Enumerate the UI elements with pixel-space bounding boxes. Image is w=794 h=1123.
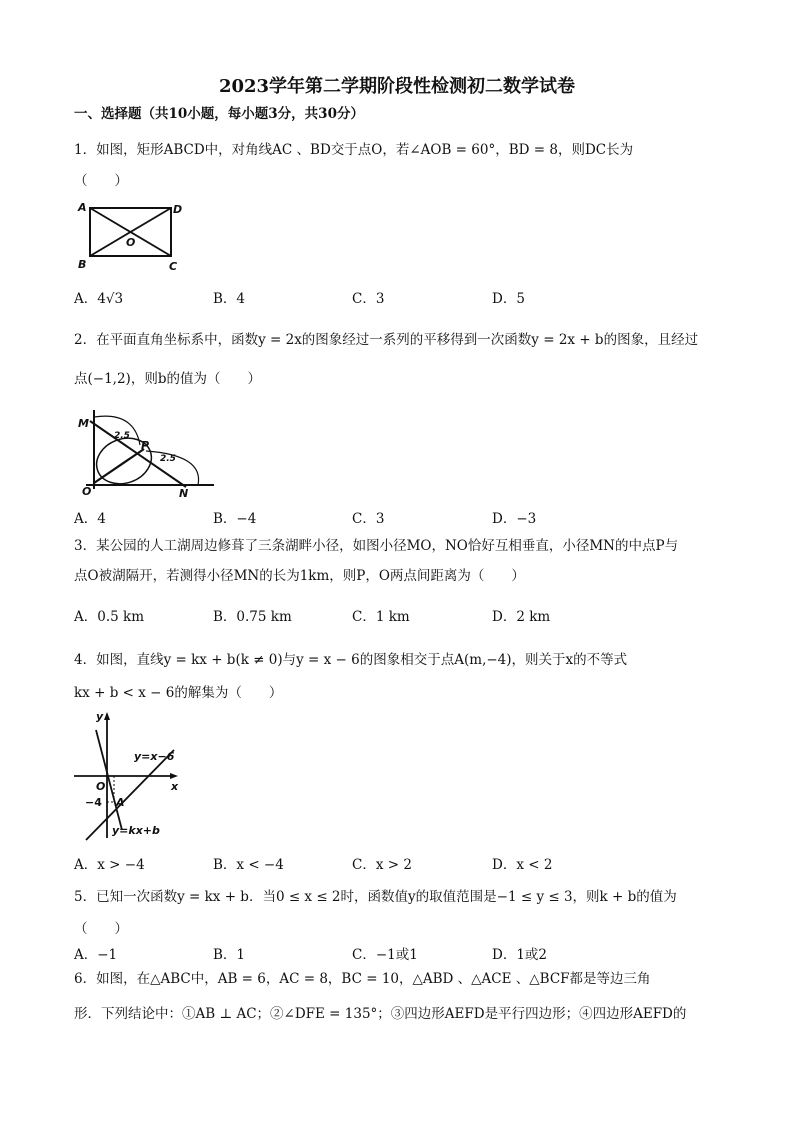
- axis-y-label: y: [96, 710, 104, 723]
- question-4-stem-line2: kx + b < x − 6的解集为（ ）: [74, 685, 283, 701]
- question-5-stem: 5．已知一次函数y = kx + b．当0 ≤ x ≤ 2时，函数值y的取值范围是−1 ≤ y ≤ 3，则k + b的值为: [74, 889, 677, 905]
- q5-option-a: A．−1: [74, 947, 118, 963]
- question-6-stem-line2: 形．下列结论中：①AB ⊥ AC；②∠DFE = 135°；③四边形AEFD是平行四边形；④四边形AEFD的: [74, 1006, 687, 1022]
- label-B: B: [78, 258, 87, 271]
- q1-option-a: A．4√3: [74, 291, 124, 307]
- q4-option-d: D．x < 2: [492, 857, 553, 873]
- q2-option-b: B．−4: [213, 511, 257, 527]
- page-title: 2023学年第二学期阶段性检测初二数学试卷: [218, 76, 576, 97]
- line-x-minus-6-label: y=x−6: [134, 750, 175, 763]
- q2-option-d: D．−3: [492, 511, 537, 527]
- question-2-lake-figure: [74, 405, 224, 500]
- q5-option-d: D．1或2: [492, 947, 548, 963]
- question-5-paren: （ ）: [74, 921, 128, 937]
- question-2-stem-line2: 点(−1,2)，则b的值为（ ）: [74, 371, 261, 387]
- label-P: P: [141, 439, 150, 452]
- section-heading: 一、选择题（共10小题，每小题3分，共30分）: [74, 106, 364, 122]
- point-A-label: A: [116, 796, 125, 809]
- question-1-stem: 1．如图，矩形ABCD中，对角线AC 、BD交于点O，若∠AOB = 60°，BD = 8，则DC长为: [74, 142, 634, 158]
- q3-option-b: B．0.75 km: [213, 609, 292, 625]
- question-3-stem-line2: 点O被湖隔开，若测得小径MN的长为1km，则P，O两点间距离为（ ）: [74, 568, 525, 584]
- label-N: N: [179, 487, 189, 500]
- label-C: C: [169, 260, 178, 273]
- question-2-stem-line1: 2．在平面直角坐标系中，函数y = 2x的图象经过一系列的平移得到一次函数y = 2x + b的图象，且经过: [74, 332, 699, 348]
- origin-label: O: [96, 780, 106, 793]
- question-4-stem-line1: 4．如图，直线y = kx + b(k ≠ 0)与y = x − 6的图象相交于点A(m,−4)，则关于x的不等式: [74, 652, 628, 668]
- tick-minus-4: −4: [85, 796, 102, 809]
- q2-option-c: C．3: [352, 511, 385, 527]
- q5-option-c: C．−1或1: [352, 947, 418, 963]
- q1-option-d: D．5: [492, 291, 525, 307]
- q1-option-b: B．4: [213, 291, 246, 307]
- q5-option-b: B．1: [213, 947, 246, 963]
- label-M: M: [78, 417, 89, 430]
- q1-option-c: C．3: [352, 291, 385, 307]
- question-4-graph-figure: [74, 710, 204, 845]
- line-kx-plus-b-label: y=kx+b: [112, 824, 160, 837]
- q3-option-c: C．1 km: [352, 609, 410, 625]
- label-2-5-lower: 2.5: [160, 454, 176, 464]
- q3-option-d: D．2 km: [492, 609, 551, 625]
- label-D: D: [173, 203, 183, 216]
- question-1-rectangle-figure: [74, 198, 194, 273]
- label-O: O: [126, 236, 136, 249]
- label-2-5-upper: 2.5: [114, 431, 130, 441]
- q4-option-c: C．x > 2: [352, 857, 412, 873]
- q4-option-b: B．x < −4: [213, 857, 284, 873]
- axis-x-label: x: [171, 780, 179, 793]
- label-A: A: [78, 201, 87, 214]
- question-3-stem-line1: 3．某公园的人工湖周边修葺了三条湖畔小径，如图小径MO，NO恰好互相垂直，小径MN的中点P与: [74, 538, 679, 554]
- label-O: O: [82, 485, 92, 498]
- q3-option-a: A．0.5 km: [74, 609, 144, 625]
- q4-option-a: A．x > −4: [74, 857, 145, 873]
- question-1-paren: （ ）: [74, 173, 128, 189]
- q2-option-a: A．4: [74, 511, 106, 527]
- question-6-stem-line1: 6．如图，在△ABC中，AB = 6，AC = 8，BC = 10，△ABD 、△ACE 、△BCF都是等边三角: [74, 971, 651, 987]
